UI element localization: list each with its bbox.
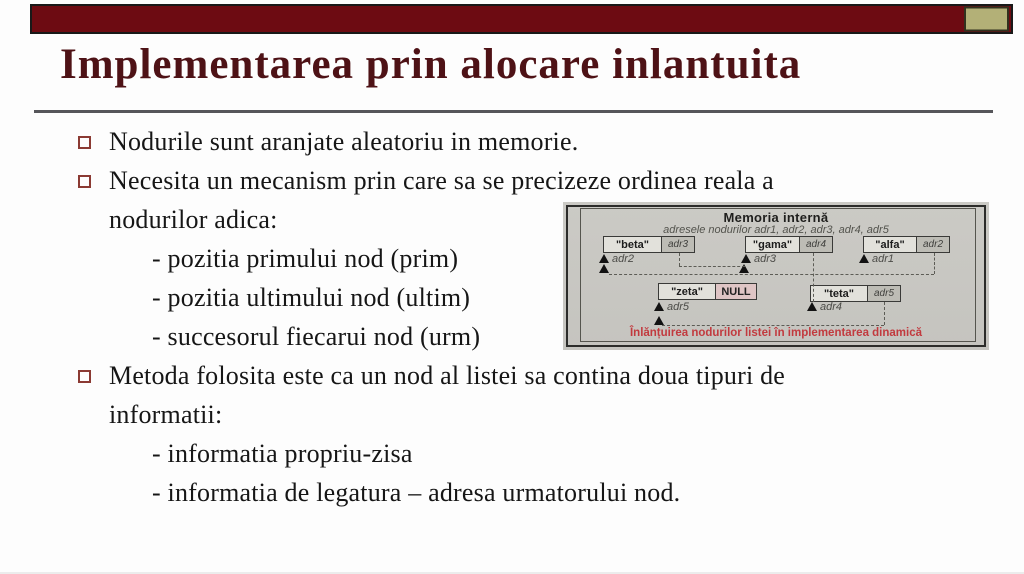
connector-line [934, 253, 935, 274]
bullet-text: nodurilor adica: [109, 204, 278, 234]
bullet-square-icon [78, 370, 91, 383]
bullet-item [78, 122, 1008, 161]
address-triangle-icon [654, 316, 664, 325]
node-next-pointer: NULL [716, 284, 756, 299]
address-label: adr1 [872, 253, 895, 265]
address-triangle-icon [807, 302, 817, 311]
figure-subtitle: adresele nodurilor adr1, adr2, adr3, adr4, adr5 [663, 224, 889, 236]
node-name: "zeta" [659, 284, 716, 299]
node-name: "alfa" [864, 237, 917, 252]
node-next-pointer: adr2 [917, 237, 949, 252]
address-label: adr3 [754, 253, 777, 265]
node-name: "teta" [811, 286, 868, 301]
bullet-text: informatii: [109, 399, 223, 429]
address-triangle-icon [654, 302, 664, 311]
address-triangle-icon [741, 254, 751, 263]
connector-line [662, 325, 884, 326]
node-next-pointer: adr3 [662, 237, 694, 252]
bullet-text: Necesita un mecanism prin care sa se precizeze ordinea reala a [109, 165, 774, 195]
node-next-pointer: adr5 [868, 286, 900, 301]
node-next-pointer: adr4 [800, 237, 832, 252]
accent-square [964, 7, 1009, 32]
figure-title: Memoria internă [723, 210, 829, 225]
node-box-gama [745, 236, 833, 253]
sub-item [78, 473, 1008, 512]
address-label: adr4 [820, 301, 843, 313]
slide-title: Implementarea prin alocare inlantuita [60, 41, 802, 88]
node-box-zeta [658, 283, 757, 300]
node-box-alfa [863, 236, 950, 253]
sub-item-text: - succesorul fiecarui nod (urm) [152, 321, 481, 351]
connector-line [679, 266, 745, 267]
bullet-square-icon [78, 175, 91, 188]
address-triangle-icon [859, 254, 869, 263]
bullet-square-icon [78, 136, 91, 149]
connector-line [884, 302, 885, 325]
bullet-item [78, 161, 1008, 200]
sub-item-text: - informatia de legatura – adresa urmatorului nod. [152, 477, 681, 507]
memory-figure [563, 202, 989, 350]
address-label: adr5 [667, 301, 690, 313]
sub-item-text: - pozitia ultimului nod (ultim) [152, 282, 471, 312]
address-triangle-icon [599, 254, 609, 263]
bullet-text: Nodurile sunt aranjate aleatoriu in memorie. [109, 126, 579, 156]
top-accent-bar [30, 4, 1013, 34]
node-name: "gama" [746, 237, 800, 252]
bullet-item [78, 356, 1008, 395]
node-box-beta [603, 236, 695, 253]
connector-line [813, 253, 814, 302]
sub-item [78, 434, 1008, 473]
sub-item-text: - pozitia primului nod (prim) [152, 243, 459, 273]
node-box-teta [810, 285, 901, 302]
node-name: "beta" [604, 237, 662, 252]
figure-caption: Înlănțuirea nodurilor listei în implementarea dinamică [629, 327, 923, 339]
connector-line [679, 253, 680, 266]
connector-line [609, 274, 934, 275]
bullet-continuation [78, 395, 1008, 434]
title-divider [34, 110, 993, 113]
bullet-text: Metoda folosita este ca un nod al listei sa contina doua tipuri de [109, 360, 786, 390]
address-triangle-icon [599, 264, 609, 273]
address-label: adr2 [612, 253, 635, 265]
sub-item-text: - informatia propriu-zisa [152, 438, 413, 468]
